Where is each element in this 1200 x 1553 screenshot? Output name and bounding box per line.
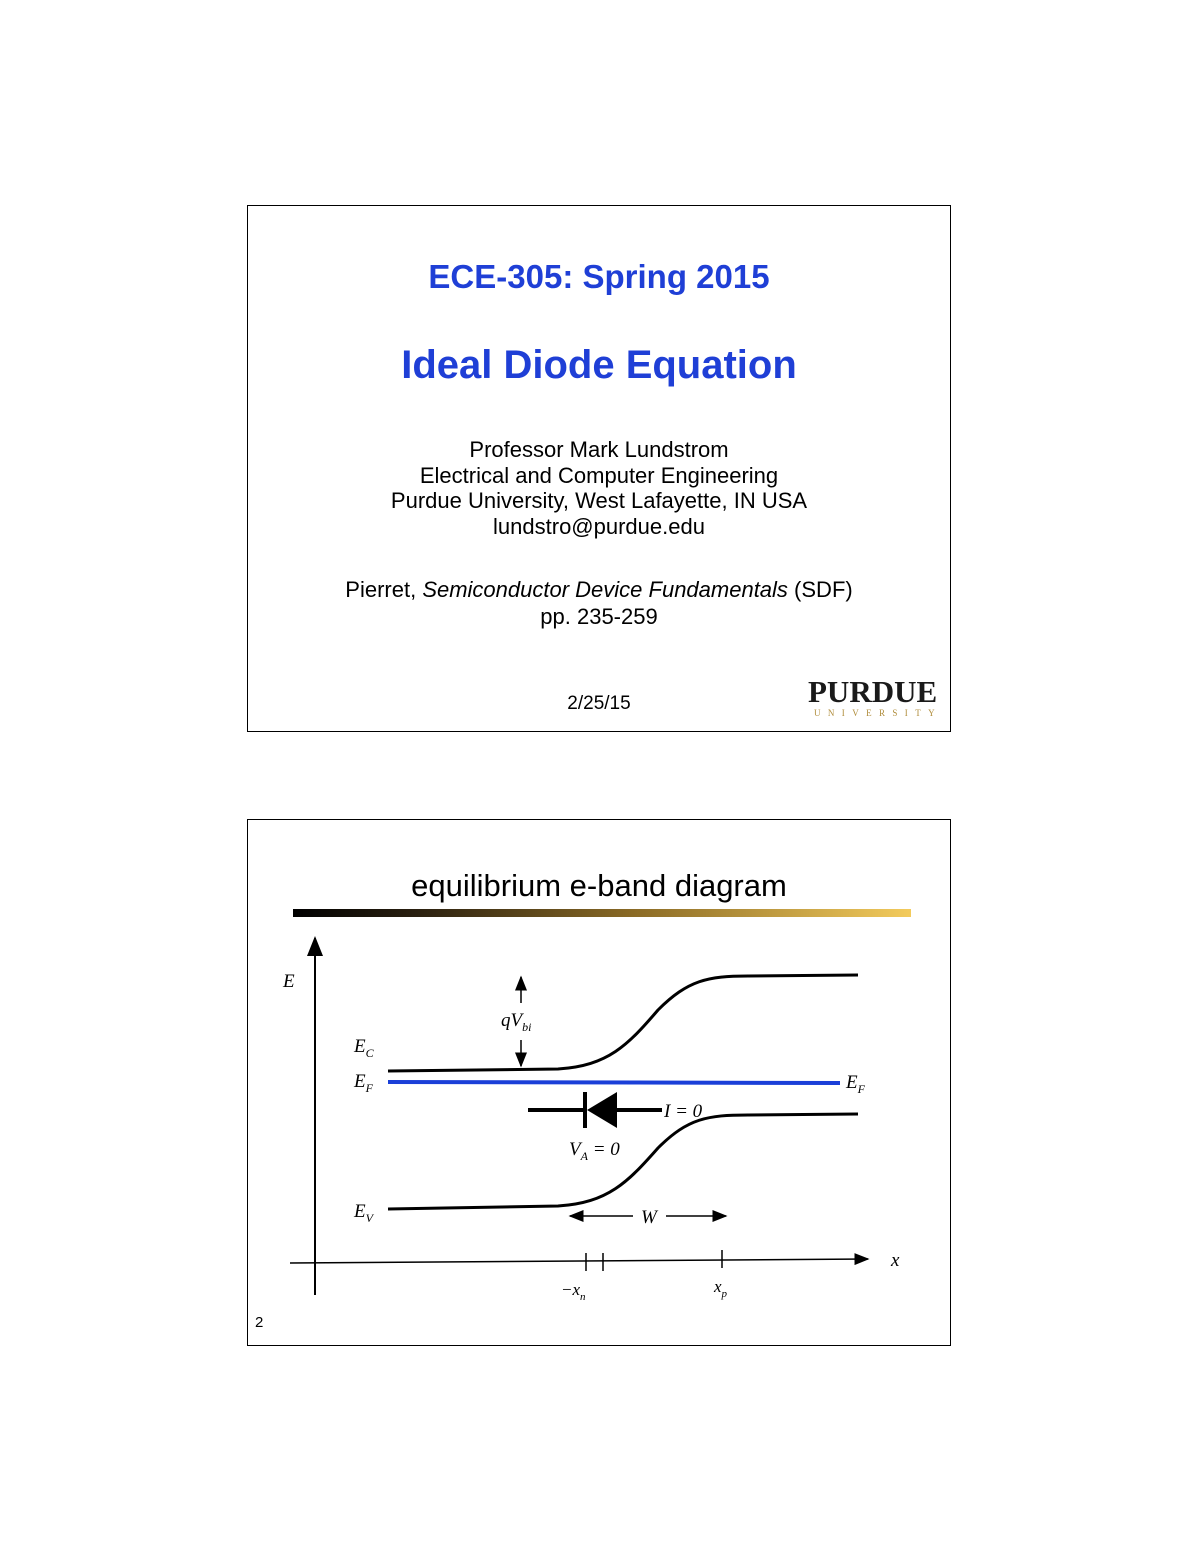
institution: Purdue University, West Lafayette, IN USA (390, 488, 808, 513)
xn-label: $-x_n$ (561, 1280, 586, 1303)
textbook-reference (248, 577, 950, 603)
voltage-label: $V_A = 0$ (569, 1139, 620, 1163)
fermi-label-right: $E_F$ (846, 1072, 865, 1096)
conduction-band-curve (388, 975, 858, 1071)
position-axis-label: x (891, 1250, 900, 1271)
reference-abbrev: (SDF) (787, 577, 853, 602)
conduction-band-label: $E_C$ (354, 1036, 374, 1060)
fermi-label-left: $E_F$ (354, 1071, 373, 1095)
energy-axis-label: E (283, 971, 295, 992)
reference-author: Pierret, (345, 577, 423, 602)
email[interactable]: lundstro@purdue.edu (493, 513, 705, 539)
lecture-title: Ideal Diode Equation (401, 343, 797, 387)
title-slide (247, 205, 951, 732)
purdue-logo (808, 674, 942, 718)
logo-subtitle: UNIVERSITY (814, 708, 942, 718)
course-heading: ECE-305: Spring 2015 (428, 258, 770, 295)
author-name: Professor Mark Lundstrom (469, 437, 729, 462)
current-label: I = 0 (664, 1101, 703, 1122)
band-diagram (248, 820, 952, 1347)
band-diagram-slide (247, 819, 951, 1346)
reference-pages: pp. 235-259 (540, 604, 658, 629)
valence-band-curve (388, 1114, 858, 1209)
fermi-level-line (388, 1082, 840, 1083)
width-label: W (641, 1207, 657, 1228)
department: Electrical and Computer Engineering (419, 462, 779, 488)
slide-title: equilibrium e-band diagram (411, 868, 787, 903)
slide-date: 2/25/15 (567, 693, 631, 714)
reference-book-title: Semiconductor Device Fundamentals (422, 577, 788, 602)
position-axis (290, 1259, 868, 1263)
logo-wordmark: PURDUE (808, 674, 938, 709)
page-number: 2 (255, 1314, 264, 1331)
diode-triangle (587, 1092, 617, 1128)
author-block (248, 437, 950, 539)
xp-label: $x_p$ (714, 1277, 728, 1300)
barrier-label: $qV_{bi}$ (501, 1010, 532, 1034)
valence-band-label: $E_V$ (354, 1201, 373, 1225)
